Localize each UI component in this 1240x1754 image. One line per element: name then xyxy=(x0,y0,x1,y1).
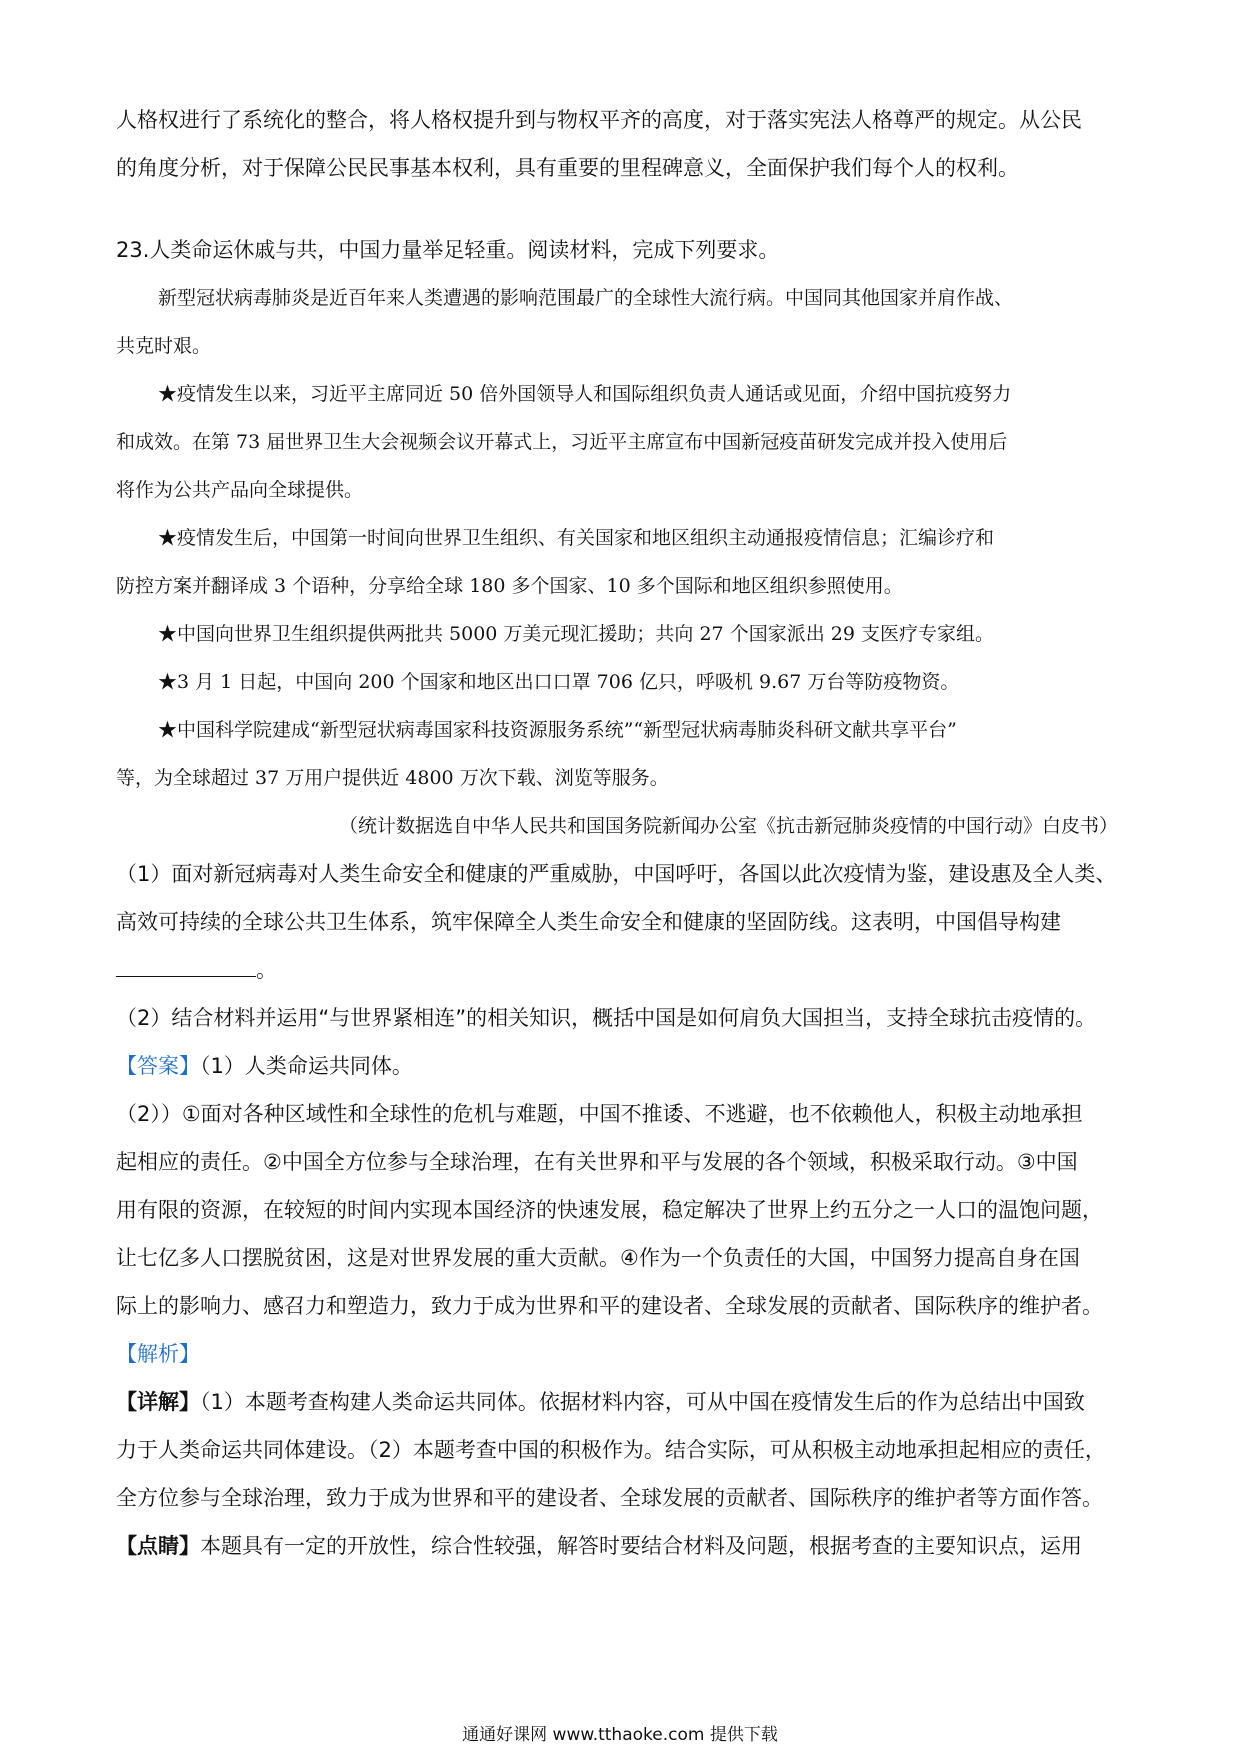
answer-2-line: 起相应的责任。②中国全方位参与全球治理，在有关世界和平与发展的各个领域，积极采取行动。③中国 xyxy=(116,1150,1078,1174)
material-line: 防控方案并翻译成 3 个语种，分享给全球 180 多个国家、10 多个国际和地区组织参照使用。 xyxy=(116,575,903,597)
material-line: ★3 月 1 日起，中国向 200 个国家和地区出口口罩 706 亿只，呼吸机 9.67 万台等防疫物资。 xyxy=(158,671,960,693)
intro-line: 的角度分析，对于保障公民民事基本权利，具有重要的里程碑意义，全面保护我们每个人的权利。 xyxy=(116,156,1019,180)
question-2: （2）结合材料并运用“与世界紧相连”的相关知识，概括中国是如何肩负大国担当，支持全球抗击疫情的。 xyxy=(116,1006,1097,1030)
comment-line xyxy=(116,1522,1126,1570)
comment-tag: 【点睛】 xyxy=(116,1534,200,1558)
material-source: （统计数据选自中华人民共和国国务院新闻办公室《抗击新冠肺炎疫情的中国行动》白皮书） xyxy=(338,815,1118,837)
material-line: 将作为公共产品向全球提供。 xyxy=(116,479,364,501)
material-line: ★疫情发生后，中国第一时间向世界卫生组织、有关国家和地区组织主动通报疫情信息；汇编诊疗和 xyxy=(158,527,995,549)
document-page xyxy=(116,96,1126,1570)
answer-line xyxy=(116,1042,1126,1090)
detail-line: 全方位参与全球治理，致力于成为世界和平的建设者、全球发展的贡献者、国际秩序的维护者等方面作答。 xyxy=(116,1486,1103,1510)
material-line: ★中国向世界卫生组织提供两批共 5000 万美元现汇援助；共向 27 个国家派出 29 支医疗专家组。 xyxy=(158,623,994,645)
answer-blank-line xyxy=(116,946,1126,994)
material-line: ★疫情发生以来，习近平主席同近 50 倍外国领导人和国际组织负责人通话或见面，介绍中国抗疫努力 xyxy=(158,383,1012,405)
answer-2-line: 用有限的资源，在较短的时间内实现本国经济的快速发展，稳定解决了世界上约五分之一人口的温饱问题， xyxy=(116,1198,1103,1222)
detail-text: （1）本题考查构建人类命运共同体。依据材料内容，可从中国在疫情发生后的作为总结出中国致 xyxy=(200,1390,1085,1414)
intro-line: 人格权进行了系统化的整合，将人格权提升到与物权平齐的高度，对于落实宪法人格尊严的规定。从公民 xyxy=(116,108,1082,132)
question-title: 23.人类命运休戚与共，中国力量举足轻重。阅读材料，完成下列要求。 xyxy=(116,238,780,262)
question-1-line: （1）面对新冠病毒对人类生命安全和健康的严重威胁，中国呼吁，各国以此次疫情为鉴，建设惠及全人类、 xyxy=(116,862,1117,886)
answer-blank xyxy=(116,958,256,977)
answer-2-line: 际上的影响力、感召力和塑造力，致力于成为世界和平的建设者、全球发展的贡献者、国际秩序的维护者。 xyxy=(116,1294,1103,1318)
detail-tag: 【详解】 xyxy=(116,1390,200,1414)
answer-tag: 【答案】 xyxy=(116,1054,200,1078)
spacer xyxy=(116,192,1126,226)
question-1-line: 高效可持续的全球公共卫生体系，筑牢保障全人类生命安全和健康的坚固防线。这表明，中国倡导构建 xyxy=(116,910,1061,934)
material-line: 和成效。在第 73 届世界卫生大会视频会议开幕式上，习近平主席宣布中国新冠疫苗研发完成并投入使用后 xyxy=(116,431,1008,453)
footer-watermark: 通通好课网 www.tthaoke.com 提供下载 xyxy=(462,1725,778,1745)
material-line: ★中国科学院建成“新型冠状病毒国家科技资源服务系统”“新型冠状病毒肺炎科研文献共享平台” xyxy=(158,719,957,741)
detail-line: 力于人类命运共同体建设。（2）本题考查中国的积极作为。结合实际，可从积极主动地承担起相应的责任， xyxy=(116,1438,1106,1462)
material-line: 共克时艰。 xyxy=(116,335,212,357)
comment-text: 本题具有一定的开放性，综合性较强，解答时要结合材料及问题，根据考查的主要知识点，运用 xyxy=(200,1534,1082,1558)
answer-2-line: 让七亿多人口摆脱贫困，这是对世界发展的重大贡献。④作为一个负责任的大国，中国努力提高自身在国 xyxy=(116,1246,1080,1270)
answer-1: （1）人类命运共同体。 xyxy=(200,1054,413,1078)
material-line: 新型冠状病毒肺炎是近百年来人类遭遇的影响范围最广的全球性大流行病。中国同其他国家并肩作战、 xyxy=(158,287,1014,309)
answer-2-line: （2））①面对各种区域性和全球性的危机与难题，中国不推诿、不逃避，也不依赖他人，积极主动地承担 xyxy=(116,1102,1083,1126)
blank-end-mark: 。 xyxy=(256,958,277,982)
material-line: 等，为全球超过 37 万用户提供近 4800 万次下载、浏览等服务。 xyxy=(116,767,669,789)
analysis-tag: 【解析】 xyxy=(116,1342,200,1366)
detail-line xyxy=(116,1378,1126,1426)
